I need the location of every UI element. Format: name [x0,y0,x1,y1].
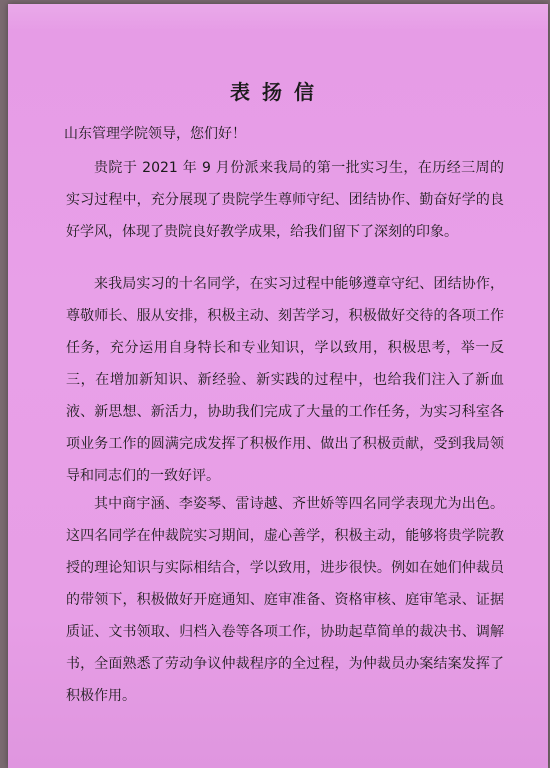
letter-salutation: 山东管理学院领导，您们好！ [64,126,246,142]
letter-paragraph-1 [66,152,504,248]
letter-paragraph-2 [66,268,504,492]
letter-paper [8,4,548,768]
paper-fold-shading [8,4,548,32]
letter-title: 表扬信 [230,80,326,104]
paragraph-text: 来我局实习的十名同学，在实习过程中能够遵章守纪、团结协作，尊敬师长、服从安排，积极主动、刻苦学习，积极做好交待的各项工作任务，充分运用自身特长和专业知识，学以致用，积极思考，举一反三，在增加新知识、新经验、新实践的过程中，也给我们注入了新血液、新思想、新活力，协助我们完成了大量的工作任务，为实习科室各项业务工作的圆满完成发挥了积极作用、做出了积极贡献，受到我局领导和同志们的一致好评。 [66,276,504,484]
letter-paragraph-3 [66,488,504,712]
paragraph-text: 其中商宇涵、李姿琴、雷诗越、齐世娇等四名同学表现尤为出色。这四名同学在仲裁院实习期间，虚心善学，积极主动，能够将贵学院教授的理论知识与实际相结合，学以致用，进步很快。例如在她们仲裁员的带领下，积极做好开庭通知、庭审准备、资格审核、庭审笔录、证据质证、文书领取、归档入卷等各项工作，协助起草简单的裁决书、调解书，全面熟悉了劳动争议仲裁程序的全过程，为仲裁员办案结案发挥了积极作用。 [66,496,504,704]
paragraph-text: 贵院于 2021 年 9 月份派来我局的第一批实习生，在历经三周的实习过程中，充分展现了贵院学生尊师守纪、团结协作、勤奋好学的良好学风，体现了贵院良好教学成果，给我们留下了深刻的印象。 [66,160,504,240]
